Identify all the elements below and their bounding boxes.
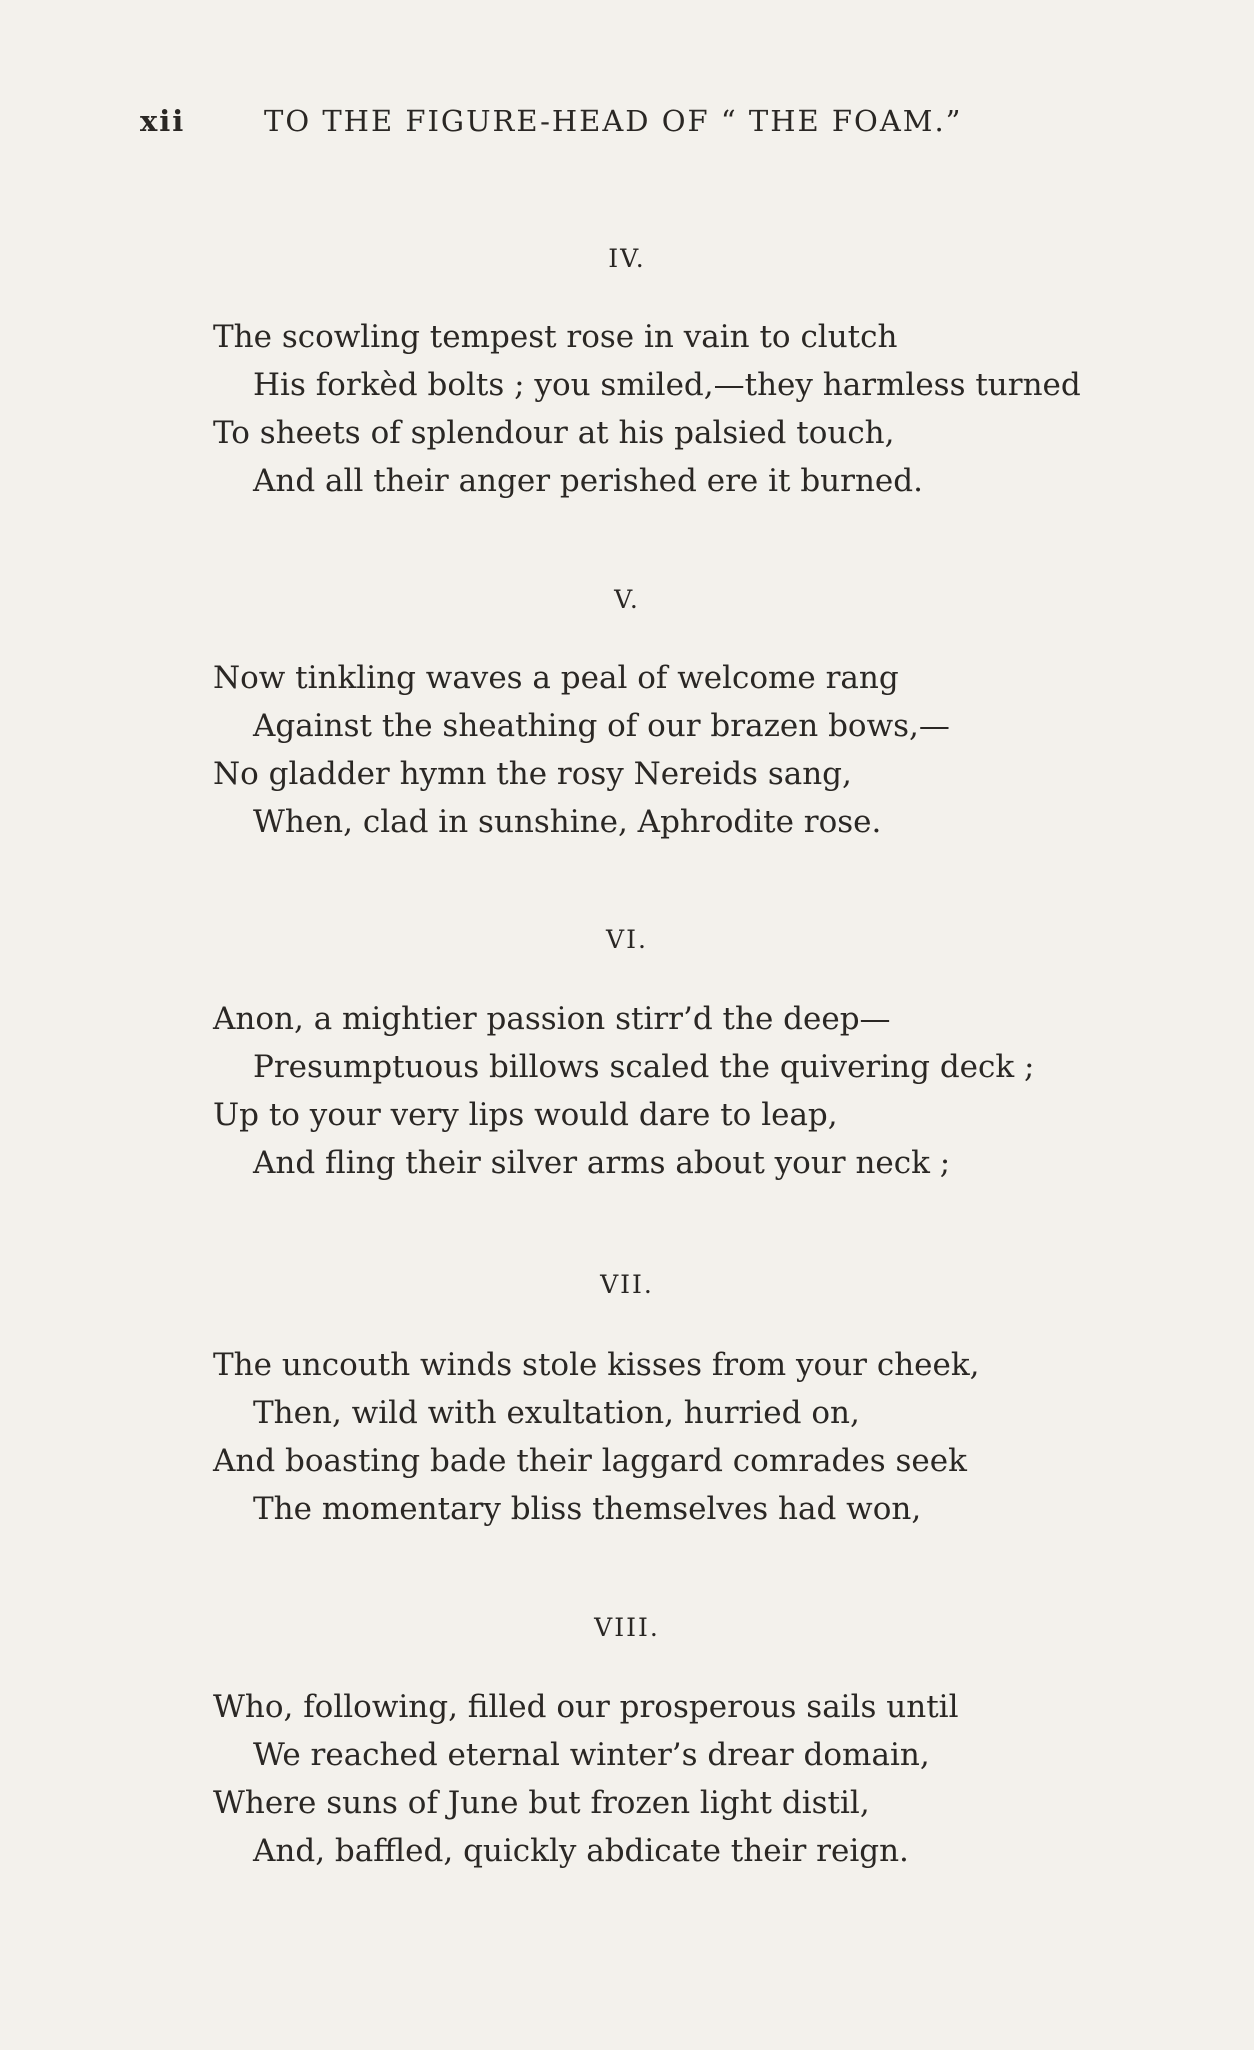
verse-line: And boasting bade their laggard comrades seek (213, 1443, 967, 1479)
verse-line: Against the sheathing of our brazen bows,— (253, 708, 950, 744)
verse-line: And, baffled, quickly abdicate their reign. (253, 1833, 909, 1869)
stanza-numeral: IV. (608, 244, 646, 273)
verse-line: Now tinkling waves a peal of welcome rang (213, 660, 899, 696)
stanza-numeral: VI. (606, 925, 648, 954)
verse-line: To sheets of splendour at his palsied touch, (213, 415, 895, 451)
verse-line: Where suns of June but frozen light distil, (213, 1785, 870, 1821)
stanza-numeral: VII. (600, 1270, 654, 1299)
verse-line: Up to your very lips would dare to leap, (213, 1097, 838, 1133)
stanza-numeral: V. (614, 585, 640, 614)
verse-line: When, clad in sunshine, Aphrodite rose. (253, 804, 882, 840)
verse-line: We reached eternal winter’s drear domain, (253, 1737, 930, 1773)
verse-line: Who, following, filled our prosperous sails until (213, 1689, 959, 1725)
verse-line: The scowling tempest rose in vain to clutch (213, 319, 898, 355)
verse-line: Then, wild with exultation, hurried on, (253, 1395, 860, 1431)
page-number: xii (140, 104, 186, 138)
verse-line: And all their anger perished ere it burned. (253, 463, 923, 499)
verse-line: His forkèd bolts ; you smiled,—they harmless turned (253, 367, 1081, 403)
verse-line: Presumptuous billows scaled the quivering deck ; (253, 1049, 1035, 1085)
verse-line: The momentary bliss themselves had won, (253, 1491, 922, 1527)
verse-line: No gladder hymn the rosy Nereids sang, (213, 756, 852, 792)
verse-line: The uncouth winds stole kisses from your cheek, (213, 1347, 980, 1383)
running-title: TO THE FIGURE-HEAD OF “ THE FOAM.” (264, 104, 963, 138)
running-head (140, 104, 1040, 148)
verse-line: Anon, a mightier passion stirr’d the deep— (213, 1001, 891, 1037)
verse-line: And fling their silver arms about your neck ; (253, 1145, 951, 1181)
stanza-numeral: VIII. (594, 1613, 660, 1642)
